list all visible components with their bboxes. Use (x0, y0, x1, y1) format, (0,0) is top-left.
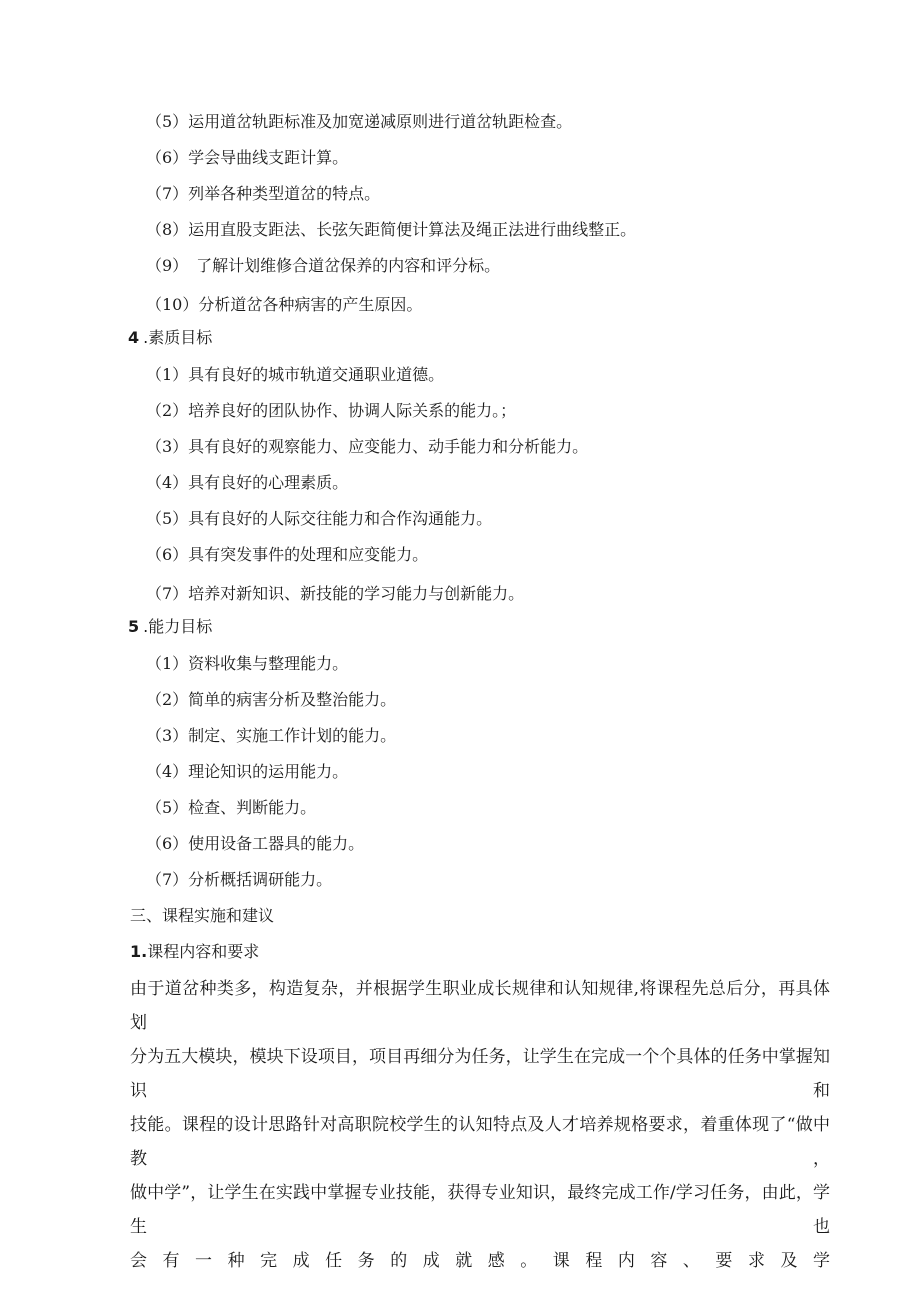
body-paragraph (130, 972, 830, 1278)
list-item: （3）具有良好的观察能力、应变能力、动手能力和分析能力。 (146, 437, 589, 456)
list-item: （1）具有良好的城市轨道交通职业道德。 (146, 365, 445, 384)
list-item: （6）学会导曲线支距计算。 (146, 148, 349, 167)
list-item: （2）简单的病害分析及整治能力。 (146, 690, 397, 709)
list-item: （7）列举各种类型道岔的特点。 (146, 184, 381, 203)
subsection-number: 1. (130, 942, 148, 961)
list-item: （4）具有良好的心理素质。 (146, 473, 349, 492)
paragraph-line: 做中学”，让学生在实践中掌握专业技能，获得专业知识，最终完成工作/学习任务，由此，学生也 (130, 1183, 830, 1237)
list-item: （5）检查、判断能力。 (146, 798, 317, 817)
section-heading-3: 三、课程实施和建议 (130, 906, 275, 925)
list-item: （7）培养对新知识、新技能的学习能力与创新能力。 (146, 584, 525, 603)
section-title: .素质目标 (143, 328, 213, 347)
paragraph-line: 分为五大模块，模块下设项目，项目再细分为任务，让学生在完成一个个具体的任务中掌握知识和 (130, 1047, 830, 1101)
list-item: （8）运用直股支距法、长弦矢距简便计算法及绳正法进行曲线整正。 (146, 220, 637, 239)
list-item: （9） 了解计划维修合道岔保养的内容和评分标。 (146, 256, 501, 275)
section-heading-5 (128, 617, 212, 637)
paragraph-line: 技能。课程的设计思路针对高职院校学生的认知特点及人才培养规格要求，着重体现了“做中教， (130, 1115, 830, 1169)
list-item: （6）具有突发事件的处理和应变能力。 (146, 545, 429, 564)
section-heading-4 (128, 328, 212, 348)
section-title: .能力目标 (143, 617, 213, 636)
list-item: （5）运用道岔轨距标准及加宽递减原则进行道岔轨距检查。 (146, 112, 573, 131)
list-item: （2）培养良好的团队协作、协调人际关系的能力。； (146, 401, 517, 420)
list-item: （5）具有良好的人际交往能力和合作沟通能力。 (146, 509, 493, 528)
section-number: 4 (128, 328, 140, 347)
subsection-title: 课程内容和要求 (147, 942, 260, 961)
section-number: 5 (128, 617, 140, 636)
list-item: （1）资料收集与整理能力。 (146, 654, 349, 673)
paragraph-line: 由于道岔种类多，构造复杂，并根据学生职业成长规律和认知规律,将课程先总后分，再具体划 (130, 979, 830, 1033)
list-item: （3）制定、实施工作计划的能力。 (146, 726, 397, 745)
list-item: （4）理论知识的运用能力。 (146, 762, 349, 781)
list-item: （6）使用设备工器具的能力。 (146, 834, 365, 853)
subsection-heading-1 (130, 942, 259, 962)
paragraph-line: 会有一种完成任务的成就感。课程内容、要求及学 (130, 1251, 830, 1271)
list-item: （7）分析概括调研能力。 (146, 870, 333, 889)
list-item: （10）分析道岔各种病害的产生原因。 (146, 295, 423, 314)
